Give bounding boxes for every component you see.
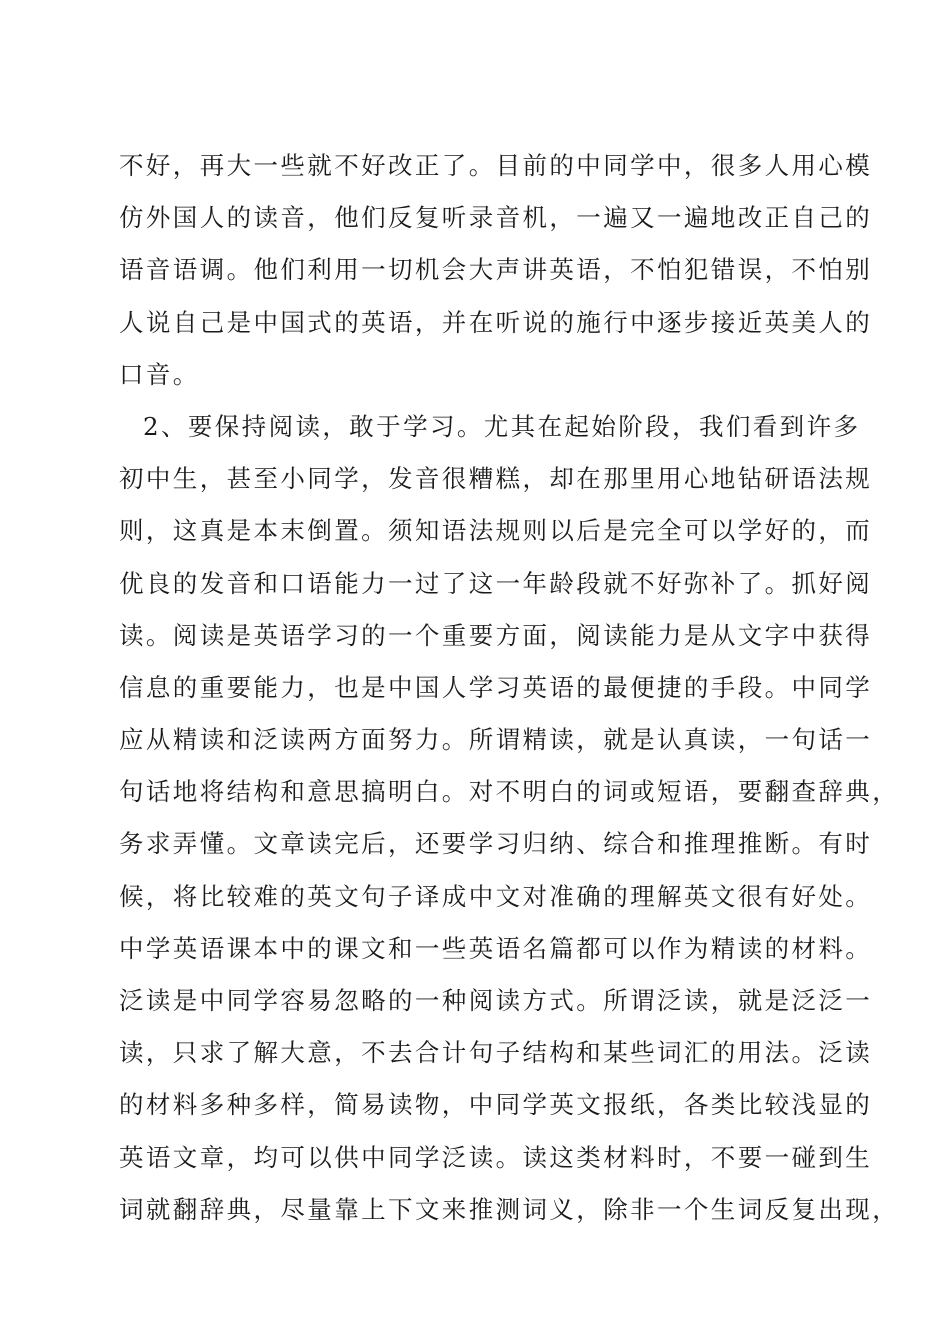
text-line: 中学英语课本中的课文和一些英语名篇都可以作为精读的材料。 xyxy=(119,933,873,963)
text-line: 应从精读和泛读两方面努力。所谓精读，就是认真读，一句话一 xyxy=(119,725,873,755)
text-line: 信息的重要能力，也是中国人学习英语的最便捷的手段。中同学 xyxy=(119,672,873,702)
text-line: 英语文章，均可以供中同学泛读。读这类材料时，不要一碰到生 xyxy=(119,1142,873,1172)
text-line: 则，这真是本末倒置。须知语法规则以后是完全可以学好的，而 xyxy=(119,516,873,546)
text-line: 务求弄懂。文章读完后，还要学习归纳、综合和推理推断。有时 xyxy=(119,829,873,859)
document-body-text xyxy=(119,146,900,1242)
text-line: 词就翻辞典，尽量靠上下文来推测词义，除非一个生词反复出现， xyxy=(119,1194,900,1224)
text-line: 泛读是中同学容易忽略的一种阅读方式。所谓泛读，就是泛泛一 xyxy=(119,986,873,1015)
text-line: 读，只求了解大意，不去合计句子结构和某些词汇的用法。泛读 xyxy=(119,1038,873,1068)
text-line: 候，将比较难的英文句子译成中文对准确的理解英文很有好处。 xyxy=(119,881,873,911)
text-line: 的材料多种多样，简易读物，中同学英文报纸，各类比较浅显的 xyxy=(119,1090,873,1120)
text-line: 口音。 xyxy=(119,359,200,389)
text-line: 仿外国人的读音，他们反复听录音机，一遍又一遍地改正自己的 xyxy=(119,203,873,233)
text-line: 句话地将结构和意思搞明白。对不明白的词或短语，要翻查辞典， xyxy=(119,777,900,807)
text-line: 读。阅读是英语学习的一个重要方面，阅读能力是从文字中获得 xyxy=(119,620,873,650)
text-line: 人说自己是中国式的英语，并在听说的施行中逐步接近英美人的 xyxy=(119,307,873,337)
text-line: 不好，再大一些就不好改正了。目前的中同学中，很多人用心模 xyxy=(119,151,873,180)
paragraph-start-line: 2、要保持阅读，敢于学习。尤其在起始阶段，我们看到许多 xyxy=(143,411,861,441)
text-line: 优良的发音和口语能力一过了这一年龄段就不好弥补了。抓好阅 xyxy=(119,568,873,598)
text-line: 语音语调。他们利用一切机会大声讲英语，不怕犯错误，不怕别 xyxy=(119,255,873,285)
text-line: 初中生，甚至小同学，发音很糟糕，却在那里用心地钻研语法规 xyxy=(119,464,873,494)
